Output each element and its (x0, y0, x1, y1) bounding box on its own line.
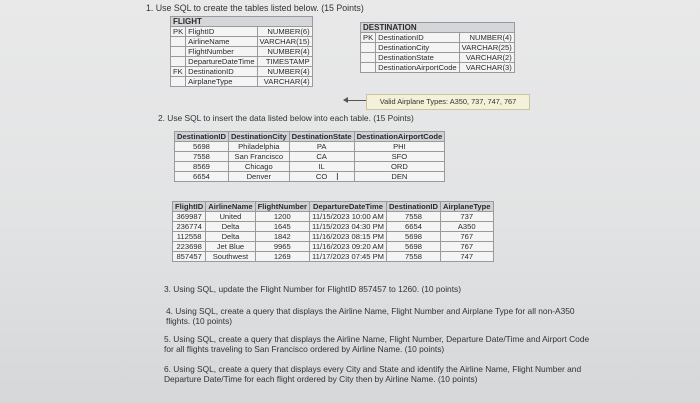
table-row (175, 162, 445, 172)
data-type-cell: TIMESTAMP (257, 57, 312, 67)
table-cell: Philadelphia (228, 142, 289, 152)
table-cell: 369987 (173, 212, 206, 222)
table-cell: DEN (354, 172, 445, 182)
table-cell: SFO (354, 152, 445, 162)
data-type-cell: NUMBER(4) (257, 47, 312, 57)
table-row (175, 142, 445, 152)
key-cell: PK (171, 27, 186, 37)
column-name-cell: DestinationID (186, 67, 257, 77)
schema-row (361, 63, 515, 73)
schema-row (171, 67, 313, 77)
table-cell: Chicago (228, 162, 289, 172)
table-row (173, 212, 494, 222)
table-row (175, 172, 445, 182)
question-1: 1. Use SQL to create the tables listed below. (15 Points) (146, 3, 364, 13)
table-cell: San Francisco (228, 152, 289, 162)
table-cell: Delta (206, 232, 255, 242)
question-5: 5. Using SQL, create a query that displays the Airline Name, Flight Number, Departure Date/Time and Airport Code for all flights traveling to San Francisco ordered by Airline Name. (10 points) (164, 334, 590, 354)
table-cell: 857457 (173, 252, 206, 262)
table-cell: PA (289, 142, 354, 152)
destination-schema-title: DESTINATION (361, 23, 515, 33)
flight-data-table (172, 201, 494, 262)
key-cell (171, 47, 186, 57)
column-name-cell: AirlineName (186, 37, 257, 47)
table-cell: 6654 (175, 172, 229, 182)
key-cell (361, 63, 376, 73)
key-cell (361, 43, 376, 53)
data-type-cell: VARCHAR(15) (257, 37, 312, 47)
table-cell: 1645 (255, 222, 309, 232)
table-cell: 5698 (387, 232, 441, 242)
key-cell (171, 37, 186, 47)
column-header: DestinationAirportCode (354, 132, 445, 142)
table-cell: 767 (440, 242, 493, 252)
table-cell: Denver (228, 172, 289, 182)
column-header: DepartureDateTime (309, 202, 386, 212)
schema-row (171, 37, 313, 47)
table-cell: 11/15/2023 04:30 PM (309, 222, 386, 232)
schema-row (361, 33, 515, 43)
question-2: 2. Use SQL to insert the data listed below into each table. (15 Points) (158, 113, 414, 123)
schema-row (171, 47, 313, 57)
table-cell: 737 (440, 212, 493, 222)
column-name-cell: DestinationState (376, 53, 460, 63)
column-name-cell: FlightID (186, 27, 257, 37)
table-row (173, 232, 494, 242)
column-header: DestinationID (175, 132, 229, 142)
text-cursor-icon: I (336, 172, 339, 183)
table-cell: 1269 (255, 252, 309, 262)
question-6: 6. Using SQL, create a query that displays every City and State and identify the Airline Name, Flight Number and Departure Date/Time for each flight ordered by City then by Airline Name. (10 points) (164, 364, 582, 384)
table-cell: 1842 (255, 232, 309, 242)
table-cell: A350 (440, 222, 493, 232)
table-cell: 6654 (387, 222, 441, 232)
table-cell: Jet Blue (206, 242, 255, 252)
column-header: DestinationCity (228, 132, 289, 142)
question-3: 3. Using SQL, update the Flight Number for FlightID 857457 to 1260. (10 points) (164, 284, 462, 294)
data-type-cell: NUMBER(6) (257, 27, 312, 37)
table-cell: Southwest (206, 252, 255, 262)
table-cell: United (206, 212, 255, 222)
table-cell: 11/15/2023 10:00 AM (309, 212, 386, 222)
key-cell: FK (171, 67, 186, 77)
column-name-cell: AirplaneType (186, 77, 257, 87)
table-cell: 11/16/2023 08:15 PM (309, 232, 386, 242)
table-cell: 112558 (173, 232, 206, 242)
table-cell: 7558 (175, 152, 229, 162)
data-type-cell: NUMBER(4) (459, 33, 514, 43)
column-header: AirlineName (206, 202, 255, 212)
table-cell: 1200 (255, 212, 309, 222)
table-cell: 5698 (175, 142, 229, 152)
column-name-cell: DestinationCity (376, 43, 460, 53)
table-cell: PHI (354, 142, 445, 152)
key-cell: PK (361, 33, 376, 43)
schema-row (171, 57, 313, 67)
table-cell: 747 (440, 252, 493, 262)
table-cell: 5698 (387, 242, 441, 252)
column-header: FlightID (173, 202, 206, 212)
key-cell (361, 53, 376, 63)
airplane-type-note: Valid Airplane Types: A350, 737, 747, 767 (366, 94, 530, 110)
data-type-cell: NUMBER(4) (257, 67, 312, 77)
arrow-icon (346, 100, 366, 101)
column-header: AirplaneType (440, 202, 493, 212)
column-header: DestinationState (289, 132, 354, 142)
table-cell: Delta (206, 222, 255, 232)
data-type-cell: VARCHAR(25) (459, 43, 514, 53)
data-type-cell: VARCHAR(3) (459, 63, 514, 73)
table-cell: ORD (354, 162, 445, 172)
flight-schema-table (170, 16, 313, 87)
table-cell: 7558 (387, 212, 441, 222)
flight-schema-title: FLIGHT (171, 17, 313, 27)
table-cell: 11/16/2023 09:20 AM (309, 242, 386, 252)
schema-row (361, 53, 515, 63)
column-name-cell: DepartureDateTime (186, 57, 257, 67)
destination-data-table (174, 131, 445, 182)
table-cell: 767 (440, 232, 493, 242)
data-type-cell: VARCHAR(2) (459, 53, 514, 63)
table-cell: CA (289, 152, 354, 162)
column-name-cell: FlightNumber (186, 47, 257, 57)
table-cell: CO (289, 172, 354, 182)
destination-schema-table (360, 22, 515, 73)
table-row (173, 242, 494, 252)
column-name-cell: DestinationAirportCode (376, 63, 460, 73)
schema-row (171, 27, 313, 37)
schema-row (361, 43, 515, 53)
key-cell (171, 77, 186, 87)
table-cell: 236774 (173, 222, 206, 232)
key-cell (171, 57, 186, 67)
table-cell: 223698 (173, 242, 206, 252)
column-header: DestinationID (387, 202, 441, 212)
schema-row (171, 77, 313, 87)
column-name-cell: DestinationID (376, 33, 460, 43)
table-cell: 9965 (255, 242, 309, 252)
table-row (173, 252, 494, 262)
table-cell: 7558 (387, 252, 441, 262)
table-row (173, 222, 494, 232)
table-cell: 11/17/2023 07:45 PM (309, 252, 386, 262)
table-cell: IL (289, 162, 354, 172)
question-4: 4. Using SQL, create a query that displays the Airline Name, Flight Number and Airplane Type for all non-A350 flights. (10 points) (166, 306, 575, 326)
table-row (175, 152, 445, 162)
data-type-cell: VARCHAR(4) (257, 77, 312, 87)
column-header: FlightNumber (255, 202, 309, 212)
table-cell: 8569 (175, 162, 229, 172)
